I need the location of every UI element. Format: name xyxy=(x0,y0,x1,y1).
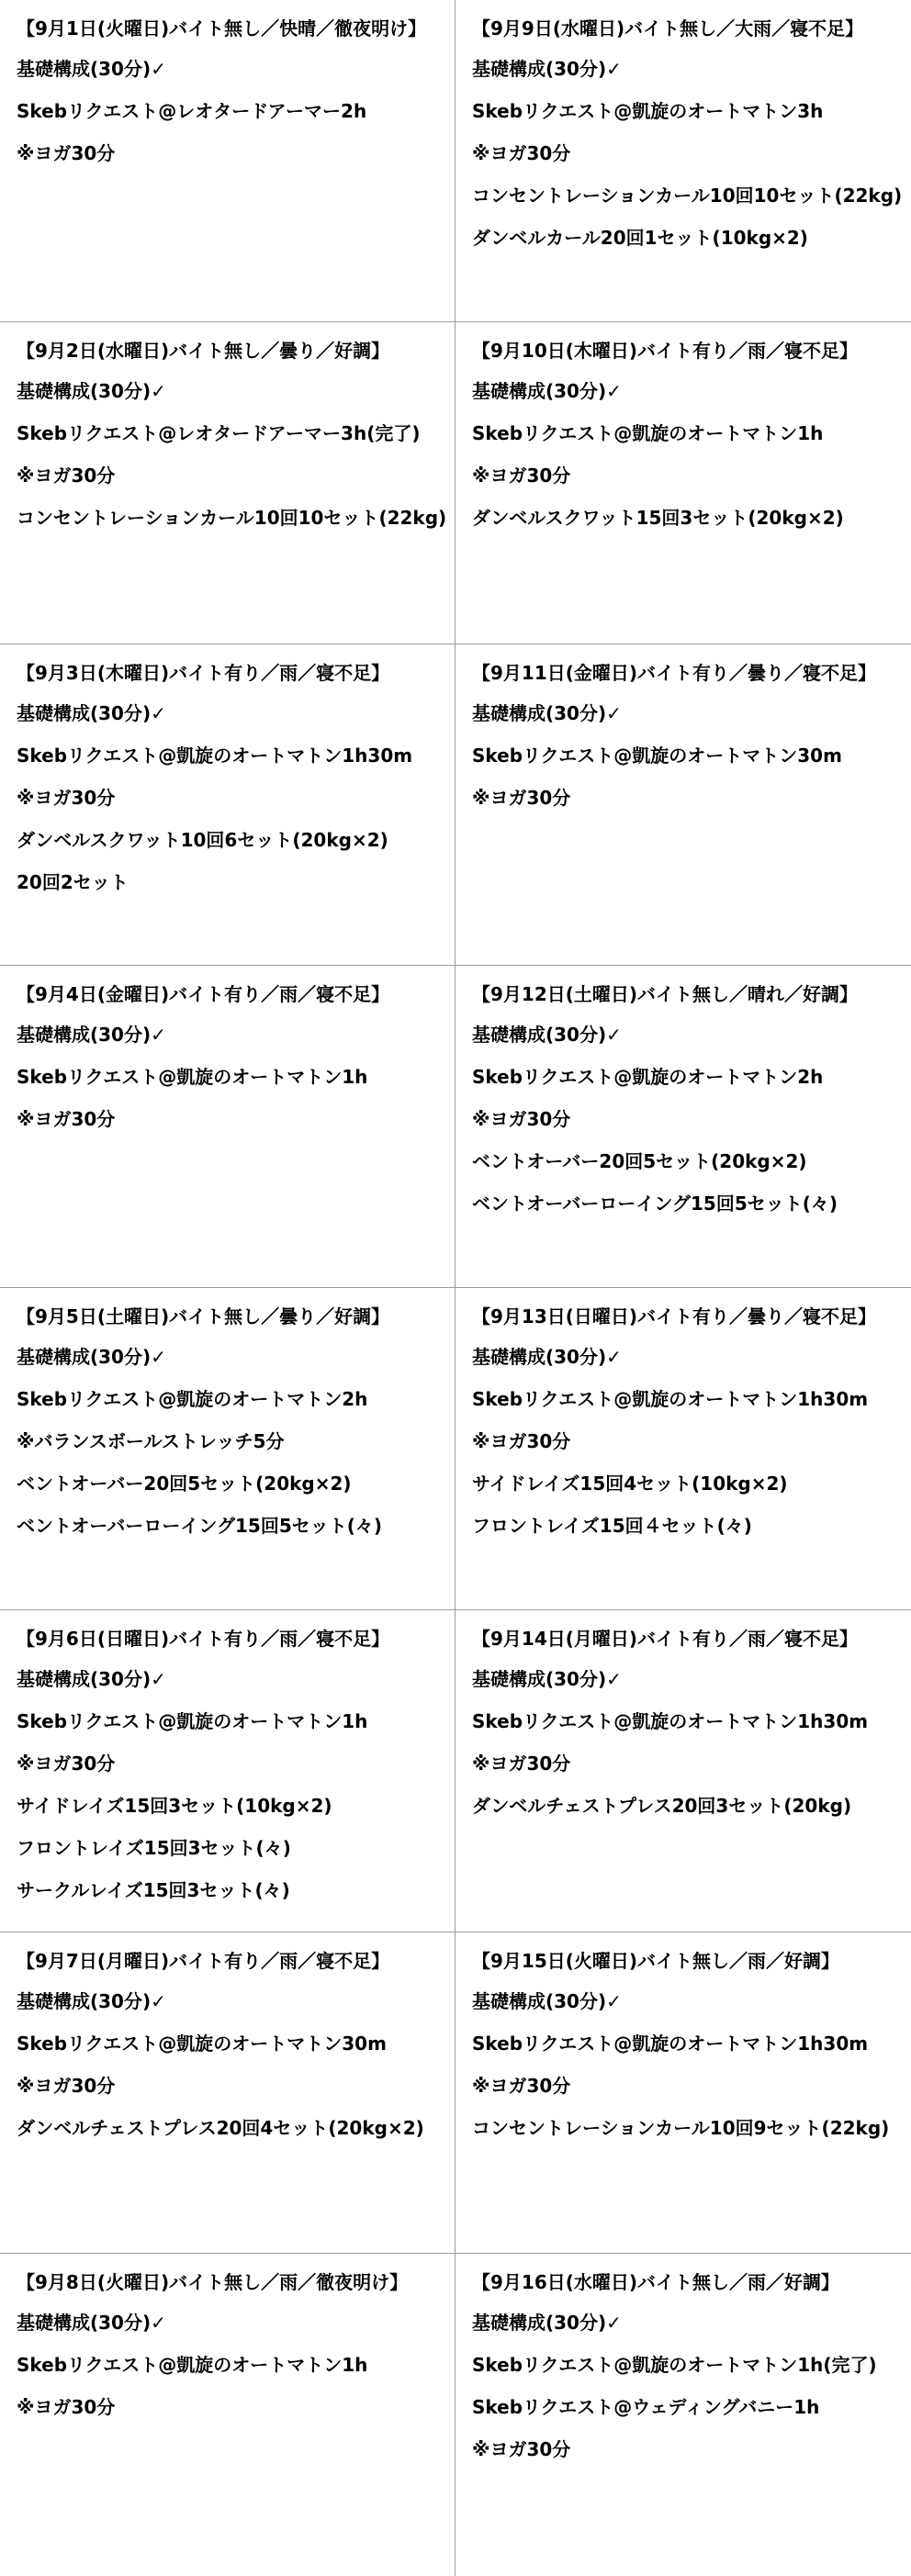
log-entry-sep-15 xyxy=(456,1932,911,2255)
entry-line: ベントオーバーローイング15回5セット(々) xyxy=(17,1515,383,1537)
entry-line: Skebリクエスト@凱旋のオートマトン1h(完了) xyxy=(472,2354,877,2377)
entry-line: Skebリクエスト@凱旋のオートマトン2h xyxy=(472,1066,824,1089)
log-entry-sep-08 xyxy=(0,2254,456,2576)
log-entry-sep-14 xyxy=(456,1610,911,1932)
log-entry-sep-09 xyxy=(456,0,911,322)
entry-line: 基礎構成(30分)✓ xyxy=(17,2312,166,2335)
entry-line: Skebリクエスト@レオタードアーマー2h xyxy=(17,100,367,122)
entry-header: 【9月16日(水曜日)バイト無し／雨／好調】 xyxy=(472,2271,840,2294)
entry-line: ベントオーバー20回5セット(20kg×2) xyxy=(472,1150,807,1173)
entry-line: 基礎構成(30分)✓ xyxy=(17,1667,166,1690)
entry-line: ※ヨガ30分 xyxy=(472,2438,571,2461)
entry-line: ダンベルスクワット10回6セット(20kg×2) xyxy=(17,828,388,851)
entry-line: ※ヨガ30分 xyxy=(472,464,571,487)
entry-line: ※ヨガ30分 xyxy=(472,1752,571,1775)
entry-line: ※バランスボールストレッチ5分 xyxy=(17,1430,285,1452)
entry-header: 【9月14日(月曜日)バイト有り／雨／寝不足】 xyxy=(472,1627,859,1650)
entry-line: サークルレイズ15回3セット(々) xyxy=(17,1878,290,1901)
entry-header: 【9月5日(土曜日)バイト無し／曇り／好調】 xyxy=(17,1305,390,1327)
entry-line: ※ヨガ30分 xyxy=(472,2074,571,2097)
entry-header: 【9月12日(土曜日)バイト無し／晴れ／好調】 xyxy=(472,983,859,1006)
log-entry-sep-06 xyxy=(0,1610,456,1932)
entry-line: コンセントレーションカール10回10セット(22kg) xyxy=(17,506,447,529)
entry-line: ※ヨガ30分 xyxy=(17,1108,116,1131)
entry-line: ※ヨガ30分 xyxy=(472,142,571,164)
entry-line: Skebリクエスト@凱旋のオートマトン1h30m xyxy=(472,1709,869,1732)
entry-line: ※ヨガ30分 xyxy=(17,1752,116,1775)
entry-line: ※ヨガ30分 xyxy=(17,2396,116,2419)
log-entry-sep-01 xyxy=(0,0,456,322)
entry-line: サイドレイズ15回4セット(10kg×2) xyxy=(472,1473,788,1495)
entry-header: 【9月7日(月曜日)バイト有り／雨／寝不足】 xyxy=(17,1949,390,1972)
entry-line: Skebリクエスト@レオタードアーマー3h(完了) xyxy=(17,421,421,444)
entry-header: 【9月9日(水曜日)バイト無し／大雨／寝不足】 xyxy=(472,17,864,39)
entry-line: 基礎構成(30分)✓ xyxy=(17,1989,166,2012)
entry-line: Skebリクエスト@凱旋のオートマトン1h xyxy=(17,1066,368,1089)
entry-line: ※ヨガ30分 xyxy=(472,1430,571,1452)
log-entry-sep-16 xyxy=(456,2254,911,2576)
entry-line: 基礎構成(30分)✓ xyxy=(472,701,622,724)
entry-line: 基礎構成(30分)✓ xyxy=(472,1667,622,1690)
entry-line: ※ヨガ30分 xyxy=(17,786,116,809)
entry-header: 【9月11日(金曜日)バイト有り／曇り／寝不足】 xyxy=(472,661,877,684)
entry-header: 【9月15日(火曜日)バイト無し／雨／好調】 xyxy=(472,1949,840,1972)
entry-line: 基礎構成(30分)✓ xyxy=(472,58,622,80)
entry-line: ダンベルチェストプレス20回4セット(20kg×2) xyxy=(17,2116,424,2139)
entry-line: 基礎構成(30分)✓ xyxy=(17,379,166,402)
log-entry-sep-03 xyxy=(0,644,456,967)
entry-header: 【9月2日(水曜日)バイト無し／曇り／好調】 xyxy=(17,339,390,362)
log-entry-sep-10 xyxy=(456,322,911,644)
entry-header: 【9月10日(木曜日)バイト有り／雨／寝不足】 xyxy=(472,339,859,362)
entry-line: Skebリクエスト@ウェディングバニー1h xyxy=(472,2396,820,2419)
entry-line: 基礎構成(30分)✓ xyxy=(472,2312,622,2335)
entry-line: 基礎構成(30分)✓ xyxy=(17,1346,166,1368)
entry-line: Skebリクエスト@凱旋のオートマトン1h30m xyxy=(472,2032,869,2055)
log-entry-sep-13 xyxy=(456,1288,911,1610)
log-entry-sep-11 xyxy=(456,644,911,967)
log-entry-sep-12 xyxy=(456,966,911,1288)
entry-line: ※ヨガ30分 xyxy=(472,786,571,809)
entry-line: 基礎構成(30分)✓ xyxy=(17,701,166,724)
entry-line: Skebリクエスト@凱旋のオートマトン30m xyxy=(17,2032,387,2055)
log-entry-sep-02 xyxy=(0,322,456,644)
entry-line: ダンベルスクワット15回3セット(20kg×2) xyxy=(472,506,844,529)
entry-line: 基礎構成(30分)✓ xyxy=(17,58,166,80)
entry-header: 【9月3日(木曜日)バイト有り／雨／寝不足】 xyxy=(17,661,390,684)
entry-line: フロントレイズ15回４セット(々) xyxy=(472,1515,752,1537)
entry-line: Skebリクエスト@凱旋のオートマトン3h xyxy=(472,100,824,122)
entry-line: ※ヨガ30分 xyxy=(17,142,116,164)
entry-line: Skebリクエスト@凱旋のオートマトン1h xyxy=(472,421,824,444)
entry-line: フロントレイズ15回3セット(々) xyxy=(17,1836,291,1859)
log-entry-sep-05 xyxy=(0,1288,456,1610)
entry-line: コンセントレーションカール10回9セット(22kg) xyxy=(472,2116,890,2139)
entry-line: Skebリクエスト@凱旋のオートマトン1h xyxy=(17,2354,368,2377)
entry-line: ベントオーバーローイング15回5セット(々) xyxy=(472,1193,838,1215)
entry-header: 【9月1日(火曜日)バイト無し／快晴／徹夜明け】 xyxy=(17,17,427,39)
entry-line: 基礎構成(30分)✓ xyxy=(472,1346,622,1368)
entry-header: 【9月4日(金曜日)バイト有り／雨／寝不足】 xyxy=(17,983,390,1006)
entry-line: 基礎構成(30分)✓ xyxy=(17,1024,166,1047)
entry-line: ※ヨガ30分 xyxy=(17,464,116,487)
entry-line: Skebリクエスト@凱旋のオートマトン1h30m xyxy=(472,1388,869,1410)
entry-header: 【9月13日(日曜日)バイト有り／曇り／寝不足】 xyxy=(472,1305,877,1327)
entry-line: 20回2セット xyxy=(17,870,129,893)
entry-line: Skebリクエスト@凱旋のオートマトン1h30m xyxy=(17,744,413,767)
entry-line: ※ヨガ30分 xyxy=(17,2074,116,2097)
entry-line: ダンベルカール20回1セット(10kg×2) xyxy=(472,227,808,249)
entry-line: サイドレイズ15回3セット(10kg×2) xyxy=(17,1794,332,1817)
entry-line: ダンベルチェストプレス20回3セット(20kg) xyxy=(472,1794,852,1817)
log-entry-sep-04 xyxy=(0,966,456,1288)
entry-line: ※ヨガ30分 xyxy=(472,1108,571,1131)
entry-line: 基礎構成(30分)✓ xyxy=(472,1989,622,2012)
entry-header: 【9月8日(火曜日)バイト無し／雨／徹夜明け】 xyxy=(17,2271,409,2294)
entry-line: コンセントレーションカール10回10セット(22kg) xyxy=(472,185,903,207)
entry-line: ベントオーバー20回5セット(20kg×2) xyxy=(17,1473,352,1495)
entry-line: Skebリクエスト@凱旋のオートマトン2h xyxy=(17,1388,368,1410)
entry-line: Skebリクエスト@凱旋のオートマトン30m xyxy=(472,744,842,767)
log-entry-sep-07 xyxy=(0,1932,456,2255)
entry-line: 基礎構成(30分)✓ xyxy=(472,1024,622,1047)
entry-line: 基礎構成(30分)✓ xyxy=(472,379,622,402)
entry-header: 【9月6日(日曜日)バイト有り／雨／寝不足】 xyxy=(17,1627,390,1650)
entry-line: Skebリクエスト@凱旋のオートマトン1h xyxy=(17,1709,368,1732)
